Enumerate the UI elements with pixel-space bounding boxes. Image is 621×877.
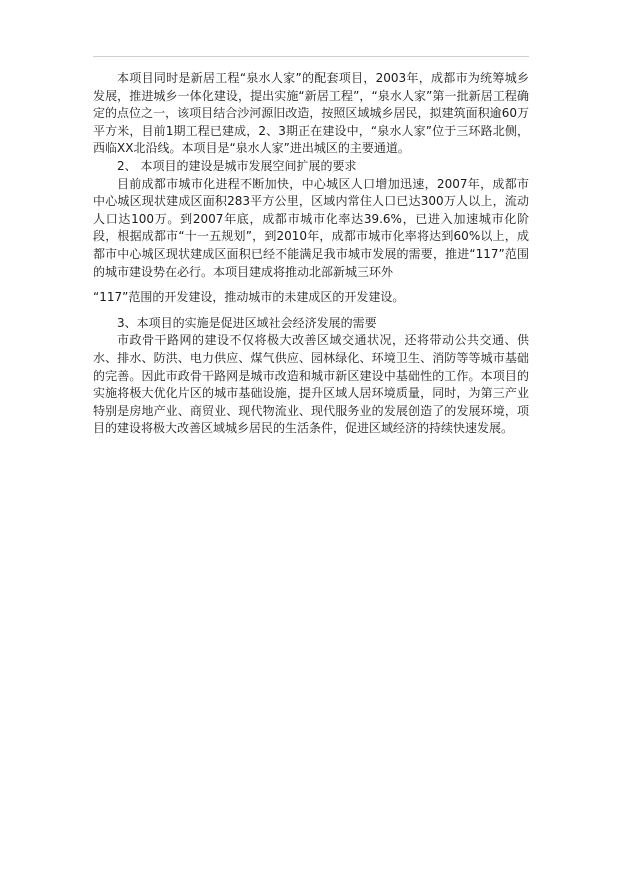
section-heading-3: 3、本项目的实施是促进区域社会经济发展的需要 xyxy=(117,315,377,330)
body-paragraph-road-network: 市政骨干路网的建设不仅将极大改善区域交通状况，还将带动公共交通、供水、排水、防洪、电力供应、煤气供应、园林绿化、环境卫生、消防等等城市基础的完善。因此市政骨干路网是城市改造和城市新区建设中基础性的工作。本项目的实施将极大优化片区的城市基础设施，提升区域人居环境质量，同时，为第三产业特别是房地产业、商贸业、现代物流业、现代服务业的发展创造了的发展环境，项目的建设将极大改善区域城乡居民的生活条件，促进区域经济的持续快速发展。 xyxy=(93,333,529,436)
document-body xyxy=(93,70,529,438)
body-paragraph-quanshui-renjia: 本项目同时是新居工程“泉水人家”的配套项目，2003年，成都市为统筹城乡发展，推进城乡一体化建设，提出实施“新居工程”，“泉水人家”第一批新居工程确定的点位之一，该项目结合沙河源旧改造，按照区域城乡居民，拟建筑面积逾60万平方米，目前1期工程已建成，2、3期正在建设中，“泉水人家”位于三环路北侧，西临XX北沿线。本项目是“泉水人家”进出城区的主要通道。 xyxy=(93,71,529,156)
page-header-rule xyxy=(93,56,529,57)
section-heading-2: 2、 本项目的建设是城市发展空间扩展的要求 xyxy=(117,158,357,173)
body-paragraph-117-continuation: “117”范围的开发建设，推动城市的未建成区的开发建设。 xyxy=(93,290,405,305)
body-paragraph-urbanization: 目前成都市城市化进程不断加快，中心城区人口增加迅速，2007年，成都市中心城区现状建成区面积283平方公里，区域内常住人口已达300万人以上，流动人口达100万。到2007年底，成都市城市化率达39.6%，已进入加速城市化阶段，根据成都市“十一五规划”，到2010年，成都市城市化率将达到60%以上，成都市中心城区现状建成区面积已经不能满足我市城市发展的需要，推进“117”范围的城市建设势在必行。本项目建成将推动北部新城三环外 xyxy=(93,176,529,279)
